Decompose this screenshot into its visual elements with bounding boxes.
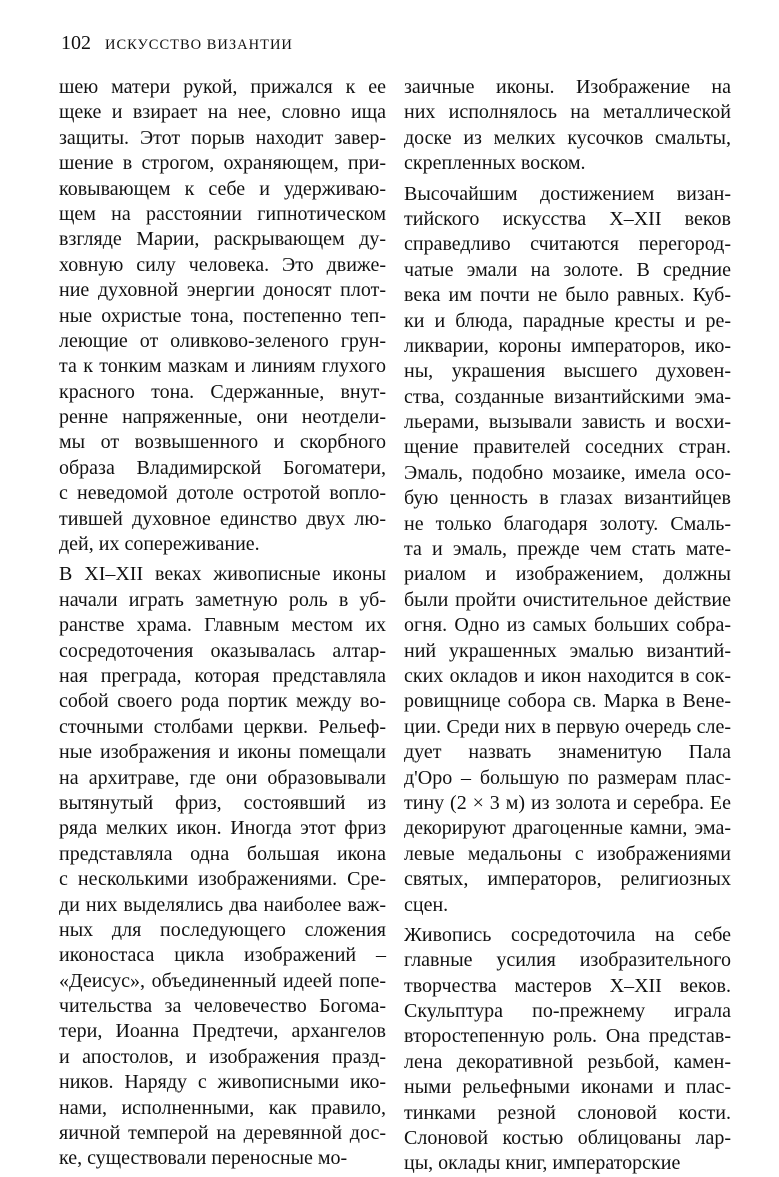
text-line: та к тонким мазкам и линиям глухого xyxy=(59,355,386,378)
text-line: ные изображения и иконы помещали xyxy=(59,741,386,764)
text-line: «Деисус», объединенный идеей попе- xyxy=(59,969,386,992)
text-line: льерами, вызывали зависть и восхи- xyxy=(404,411,731,434)
text-line: риалом и изображением, должны xyxy=(404,563,731,586)
text-line: ные охристые тона, постепенно теп- xyxy=(59,304,386,327)
text-line: не только благодаря золоту. Смаль- xyxy=(404,512,731,535)
text-line: нами, исполненными, как правило, xyxy=(59,1096,386,1119)
text-line: дует назвать знаменитую Пала xyxy=(404,741,731,764)
text-line: ке, существовали переносные мо- xyxy=(59,1147,348,1170)
text-line: ских окладов и икон находится в сок- xyxy=(404,664,731,687)
text-line: ных для последующего сложения xyxy=(59,918,386,941)
text-line: ний украшенных эмалью византий- xyxy=(404,639,731,662)
text-line: начали играть заметную роль в уб- xyxy=(59,588,386,611)
text-line: ная преграда, которая представляла xyxy=(59,664,386,687)
text-line: справедливо считаются перегород- xyxy=(404,233,731,256)
text-line: тину (2 × 3 м) из золота и серебра. Ее xyxy=(404,791,731,814)
text-line: собой своего рода портик между во- xyxy=(59,690,386,713)
text-line: мы от возвышенного и скорбного xyxy=(59,431,386,454)
text-line: защиты. Этот порыв находит завер- xyxy=(59,126,386,149)
running-title: ИСКУССТВО ВИЗАНТИИ xyxy=(105,37,293,53)
text-line: ряда мелких икон. Иногда этот фриз xyxy=(59,817,386,840)
paragraph xyxy=(59,562,386,1171)
text-line: огня. Одно из самых больших собра- xyxy=(404,614,731,637)
text-line: В XI–XII веках живописные иконы xyxy=(59,563,386,586)
text-line: доске из мелких кусочков смальты, xyxy=(404,126,731,149)
text-line: тийского искусства X–XII веков xyxy=(404,207,731,230)
text-line: святых, императоров, религиозных xyxy=(404,868,731,891)
text-column-left xyxy=(59,75,386,1170)
text-line: Высочайшим достижением визан- xyxy=(404,182,731,205)
text-line: иконостаса цикла изображений – xyxy=(59,944,386,967)
text-line: взгляде Марии, раскрывающем ду- xyxy=(59,228,386,251)
text-line: главные усилия изобразительного xyxy=(404,949,731,972)
text-line: ние духовной энергии доносят плот- xyxy=(59,279,386,302)
text-line: Скульптура по-прежнему играла xyxy=(404,1000,731,1023)
text-line: представляла одна большая икона xyxy=(59,842,386,865)
text-line: скрепленных воском. xyxy=(404,152,586,175)
text-line: вытянутый фриз, состоявший из xyxy=(59,791,386,814)
text-line: Эмаль, подобно мозаике, имела осо- xyxy=(404,461,731,484)
paragraph xyxy=(404,182,731,918)
text-line: цы, оклады книг, императорские xyxy=(404,1152,681,1175)
text-line: ными рельефными иконами и плас- xyxy=(404,1076,731,1099)
text-line: тери, Иоанна Предтечи, архангелов xyxy=(59,1020,386,1043)
text-line: века им почти не было равных. Куб- xyxy=(404,284,731,307)
text-line: второстепенную роль. Она представ- xyxy=(404,1025,731,1048)
paragraph xyxy=(59,75,386,557)
text-line: Живопись сосредоточила на себе xyxy=(404,923,731,946)
text-line: чатые эмали на золоте. В средние xyxy=(404,258,731,281)
text-line: ровищнице собора св. Марка в Вене- xyxy=(404,690,731,713)
text-line: ранстве храма. Главным местом их xyxy=(59,614,386,637)
text-line: ликварии, короны императоров, ико- xyxy=(404,334,731,357)
text-line: бую ценность в глазах византийцев xyxy=(404,487,731,510)
text-line: на архитраве, где они образовывали xyxy=(59,766,386,789)
text-column-right xyxy=(404,75,731,1175)
text-line: сточными столбами церкви. Рельеф- xyxy=(59,715,386,738)
text-line: щение правителей соседних стран. xyxy=(404,436,731,459)
text-line: ки и блюда, парадные кресты и ре- xyxy=(404,309,731,332)
text-line: ренне напряженные, они неотдели- xyxy=(59,406,386,429)
text-line: шею матери рукой, прижался к ее xyxy=(59,76,386,98)
text-line: заичные иконы. Изображение на xyxy=(404,76,731,98)
text-line: сцен. xyxy=(404,893,449,916)
text-line: творчества мастеров X–XII веков. xyxy=(404,974,731,997)
text-line: ковывающем к себе и удерживаю- xyxy=(59,177,386,200)
text-line: декорируют драгоценные камни, эма- xyxy=(404,817,731,840)
text-line: красного тона. Сдержанные, внут- xyxy=(59,380,386,403)
text-line: ны, украшения высшего духовен- xyxy=(404,360,731,383)
text-line: лена декоративной резьбой, камен- xyxy=(404,1050,731,1073)
text-line: левые медальоны с изображениями xyxy=(404,842,731,865)
text-line: ховную силу человека. Это движе- xyxy=(59,253,386,276)
text-line: и апостолов, и изображения празд- xyxy=(59,1045,386,1068)
text-line: ции. Среди них в первую очередь сле- xyxy=(404,715,731,738)
text-line: д'Оро – большую по размерам плас- xyxy=(404,766,731,789)
paragraph xyxy=(404,75,731,177)
text-line: та и эмаль, прежде чем стать мате- xyxy=(404,538,731,561)
paragraph xyxy=(404,923,731,1177)
text-line: были пройти очистительное действие xyxy=(404,588,731,611)
text-line: леющие от оливково-зеленого грун- xyxy=(59,329,386,352)
running-header xyxy=(61,32,293,58)
text-line: яичной темперой на деревянной дос- xyxy=(59,1122,386,1145)
text-line: тившей духовное единство двух лю- xyxy=(59,507,386,530)
text-line: образа Владимирской Богоматери, xyxy=(59,456,386,479)
text-line: с неведомой дотоле остротой вопло- xyxy=(59,482,386,505)
text-line: щеке и взирает на нее, словно ища xyxy=(59,101,386,124)
page-number: 102 xyxy=(61,32,91,54)
text-line: сосредоточения оказывалась алтар- xyxy=(59,639,386,662)
text-line: ников. Наряду с живописными ико- xyxy=(59,1071,386,1094)
text-line: них исполнялось на металлической xyxy=(404,101,731,124)
text-line: тинками резной слоновой кости. xyxy=(404,1101,731,1124)
text-line: шение в строгом, охраняющем, при- xyxy=(59,152,386,175)
text-line: с несколькими изображениями. Сре- xyxy=(59,868,386,891)
text-line: Слоновой костью облицованы лар- xyxy=(404,1127,731,1150)
text-line: ства, созданные византийскими эма- xyxy=(404,385,731,408)
text-line: чительства за человечество Богома- xyxy=(59,995,386,1018)
text-line: ди них выделялись два наиболее важ- xyxy=(59,893,386,916)
text-line: щем на расстоянии гипнотическом xyxy=(59,202,386,225)
text-line: дей, их сопереживание. xyxy=(59,533,260,556)
